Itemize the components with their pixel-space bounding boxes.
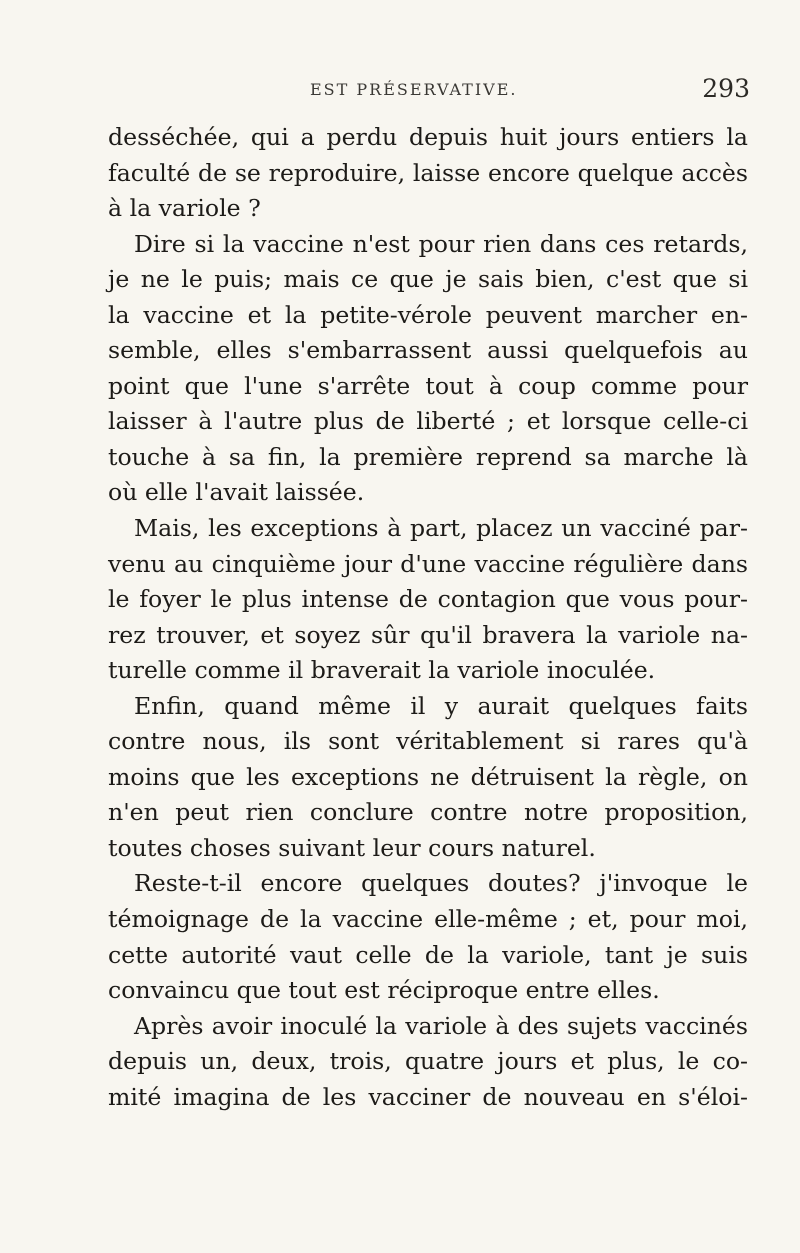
text-line: cette autorité vaut celle de la variole, tant je suis (108, 940, 748, 969)
text-line: turelle comme il braverait la variole inoculée. (108, 656, 656, 685)
text-line: touche à sa fin, la première reprend sa marche là (108, 442, 748, 471)
text-line: Reste-t-il encore quelques doutes? j'invoque le (134, 869, 748, 898)
text-line: Enfin, quand même il y aurait quelques faits (134, 691, 748, 720)
text-line: laisser à l'autre plus de liberté ; et lorsque celle-ci (108, 407, 748, 436)
text-line: contre nous, ils sont véritablement si rares qu'à (108, 727, 748, 756)
page-number: 293 (702, 74, 750, 103)
text-line: convaincu que tout est réciproque entre elles. (108, 976, 660, 1005)
text-line: semble, elles s'embarrassent aussi quelquefois au (108, 336, 748, 365)
text-line: à la variole ? (108, 194, 261, 223)
text-line: toutes choses suivant leur cours naturel. (108, 833, 596, 862)
text-line: je ne le puis; mais ce que je sais bien, c'est que si (108, 265, 748, 294)
body-text (108, 120, 748, 1115)
text-line: la vaccine et la petite-vérole peuvent marcher en- (108, 300, 748, 329)
text-line: depuis un, deux, trois, quatre jours et plus, le co- (108, 1047, 748, 1076)
text-line: mité imagina de les vacciner de nouveau en s'éloi- (108, 1082, 748, 1111)
paragraph (108, 227, 748, 511)
text-line: Mais, les exceptions à part, placez un vacciné par- (134, 514, 748, 543)
text-line: desséchée, qui a perdu depuis huit jours entiers la (108, 123, 748, 151)
text-line: rez trouver, et soyez sûr qu'il bravera la variole na- (108, 620, 748, 649)
text-line: où elle l'avait laissée. (108, 478, 365, 507)
text-line: point que l'une s'arrête tout à coup comme pour (108, 371, 748, 400)
text-line: témoignage de la vaccine elle-même ; et, pour moi, (108, 905, 748, 934)
paragraph (108, 866, 748, 1008)
text-line: Après avoir inoculé la variole à des sujets vaccinés (134, 1011, 748, 1040)
running-head: EST PRÉSERVATIVE. (310, 80, 518, 99)
text-line: moins que les exceptions ne détruisent la règle, on (108, 762, 748, 791)
paragraph (108, 511, 748, 689)
text-line: le foyer le plus intense de contagion que vous pour- (108, 585, 748, 614)
paragraph (108, 1009, 748, 1116)
text-line: venu au cinquième jour d'une vaccine régulière dans (108, 549, 748, 578)
paragraph (108, 689, 748, 867)
paragraph (108, 120, 748, 227)
text-line: faculté de se reproduire, laisse encore quelque accès (108, 158, 748, 187)
text-line: Dire si la vaccine n'est pour rien dans ces retards, (134, 229, 748, 258)
text-line: n'en peut rien conclure contre notre proposition, (108, 798, 748, 827)
page-header (110, 74, 750, 114)
